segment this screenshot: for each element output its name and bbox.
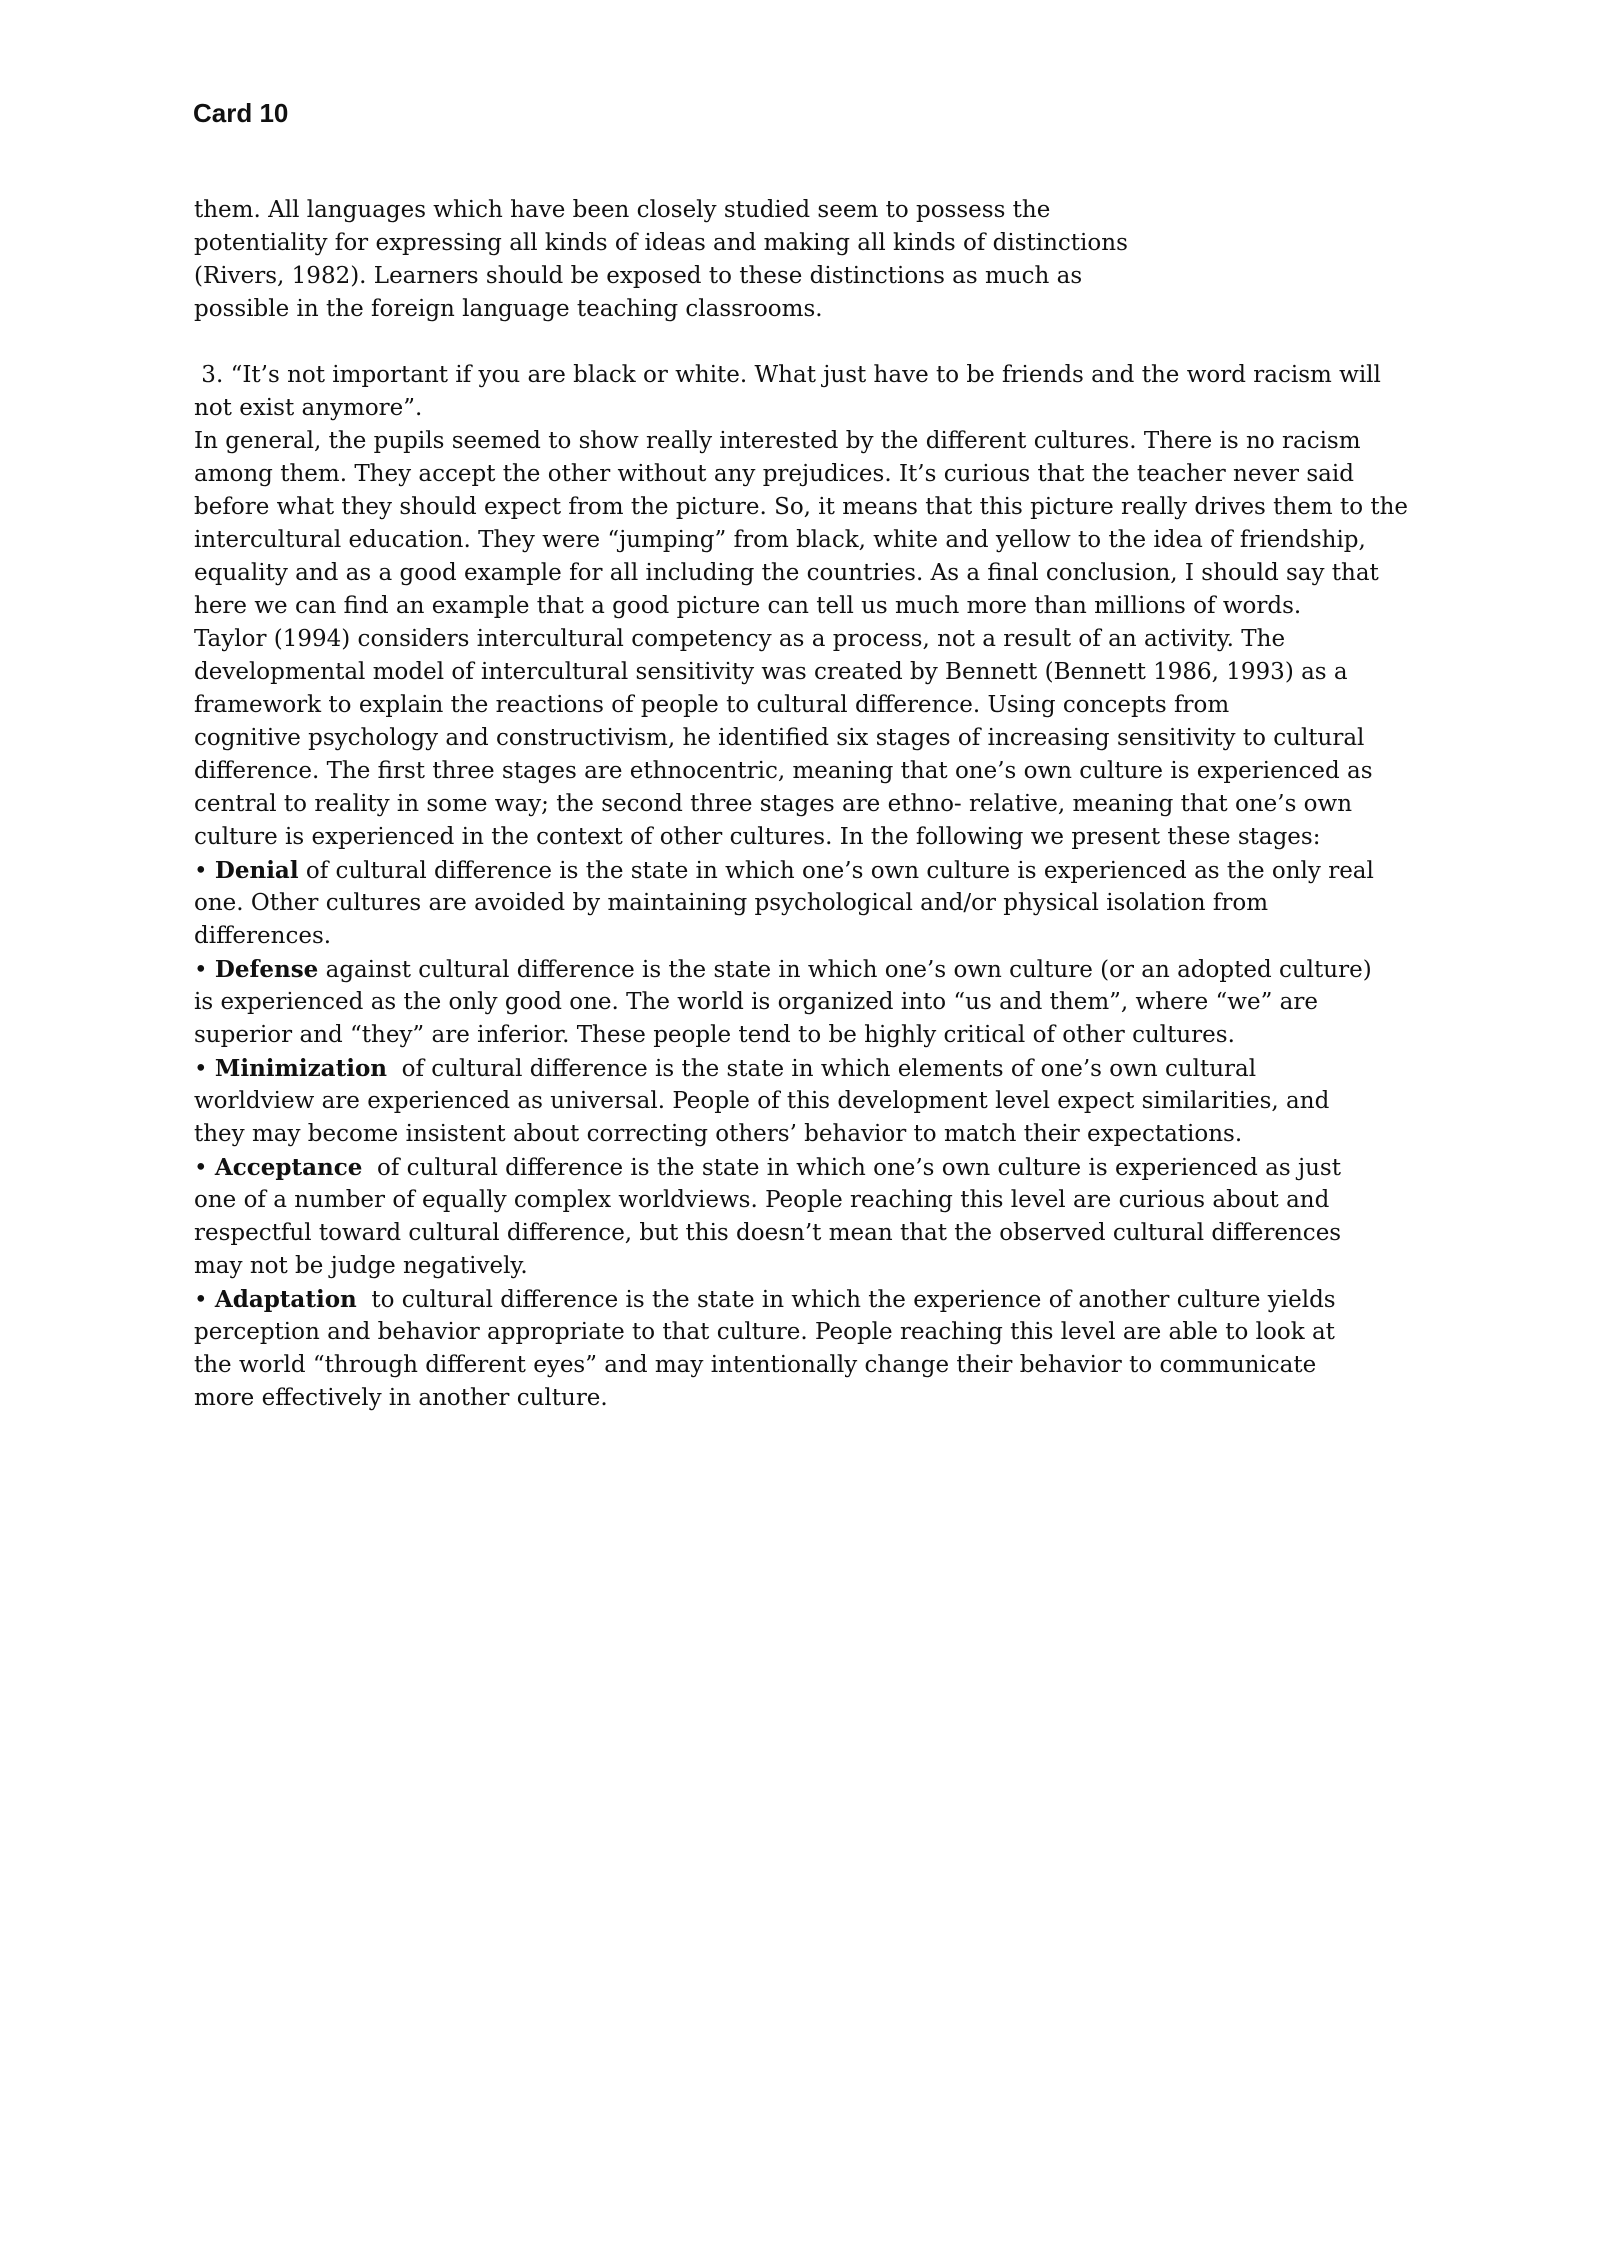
- stage-list: [194, 854, 1434, 1415]
- stage-text: of cultural difference is the state in which elements of one’s own cultural: [387, 1056, 1257, 1082]
- stage-term: Denial: [214, 857, 299, 884]
- bullet-glyph: •: [194, 1287, 215, 1313]
- text-line: Taylor (1994) considers intercultural competency as a process, not a result of an activity. The: [194, 626, 1286, 652]
- text-line: culture is experienced in the context of other cultures. In the following we present these stages:: [194, 824, 1321, 850]
- text-line: 3. “It’s not important if you are black or white. What just have to be friends and the word racism will: [194, 362, 1381, 388]
- stage-term: Minimization: [214, 1055, 388, 1082]
- bullet-glyph: •: [194, 858, 215, 884]
- text-line: equality and as a good example for all including the countries. As a final conclusion, I should say that: [194, 560, 1379, 586]
- text-line: cognitive psychology and constructivism, he identified six stages of increasing sensitivity to cultural: [194, 725, 1365, 751]
- quote-paragraph: [194, 359, 1434, 425]
- analysis-paragraph: [194, 425, 1434, 854]
- document-body: [194, 194, 1434, 1415]
- bullet-glyph: •: [194, 1056, 215, 1082]
- stage-item-acceptance: [194, 1151, 1434, 1283]
- stage-first-line: [194, 1052, 1434, 1085]
- text-line: In general, the pupils seemed to show really interested by the different cultures. There is no racism: [194, 428, 1361, 454]
- text-line: superior and “they” are inferior. These people tend to be highly critical of other cultures.: [194, 1022, 1235, 1048]
- stage-text: of cultural difference is the state in which one’s own culture is experienced as just: [362, 1155, 1341, 1181]
- text-line: framework to explain the reactions of people to cultural difference. Using concepts from: [194, 692, 1230, 718]
- stage-term: Adaptation: [214, 1286, 357, 1313]
- stage-first-line: [194, 1283, 1434, 1316]
- text-line: possible in the foreign language teaching classrooms.: [194, 296, 823, 322]
- stage-first-line: [194, 1151, 1434, 1184]
- text-line: central to reality in some way; the second three stages are ethno- relative, meaning that one’s own: [194, 791, 1353, 817]
- text-line: not exist anymore”.: [194, 395, 423, 421]
- text-line: differences.: [194, 923, 332, 949]
- text-line: developmental model of intercultural sensitivity was created by Bennett (Bennett 1986, 1993) as a: [194, 659, 1348, 685]
- text-line: respectful toward cultural difference, but this doesn’t mean that the observed cultural differences: [194, 1220, 1342, 1246]
- stage-term: Acceptance: [214, 1154, 363, 1181]
- text-line: the world “through different eyes” and may intentionally change their behavior to communicate: [194, 1352, 1317, 1378]
- stage-item-minimization: [194, 1052, 1434, 1151]
- text-line: (Rivers, 1982). Learners should be exposed to these distinctions as much as: [194, 263, 1083, 289]
- text-line: perception and behavior appropriate to that culture. People reaching this level are able to look at: [194, 1319, 1335, 1345]
- text-line: is experienced as the only good one. The world is organized into “us and them”, where “we” are: [194, 989, 1318, 1015]
- text-line: among them. They accept the other without any prejudices. It’s curious that the teacher never said: [194, 461, 1354, 487]
- bullet-glyph: •: [194, 1155, 215, 1181]
- text-line: worldview are experienced as universal. People of this development level expect similarities, and: [194, 1088, 1330, 1114]
- text-line: one. Other cultures are avoided by maintaining psychological and/or physical isolation from: [194, 890, 1269, 916]
- text-line: before what they should expect from the picture. So, it means that this picture really drives them to the: [194, 494, 1409, 520]
- stage-term: Defense: [214, 956, 319, 983]
- text-line: intercultural education. They were “jumping” from black, white and yellow to the idea of friendship,: [194, 527, 1366, 553]
- stage-item-denial: [194, 854, 1434, 953]
- text-line: they may become insistent about correcting others’ behavior to match their expectations.: [194, 1121, 1243, 1147]
- stage-text: of cultural difference is the state in which one’s own culture is experienced as the only real: [298, 858, 1374, 884]
- text-line: potentiality for expressing all kinds of ideas and making all kinds of distinctions: [194, 230, 1128, 256]
- intro-paragraph: [194, 194, 1434, 326]
- stage-first-line: [194, 953, 1434, 986]
- paragraph-spacer: [194, 326, 1434, 359]
- stage-first-line: [194, 854, 1434, 887]
- text-line: here we can find an example that a good picture can tell us much more than millions of words.: [194, 593, 1302, 619]
- page-title: Card 10: [193, 98, 289, 128]
- text-line: one of a number of equally complex worldviews. People reaching this level are curious about and: [194, 1187, 1330, 1213]
- text-line: difference. The first three stages are ethnocentric, meaning that one’s own culture is experienced as: [194, 758, 1373, 784]
- bullet-glyph: •: [194, 957, 215, 983]
- text-line: may not be judge negatively.: [194, 1253, 528, 1279]
- stage-text: to cultural difference is the state in which the experience of another culture yields: [356, 1287, 1336, 1313]
- text-line: more effectively in another culture.: [194, 1385, 608, 1411]
- text-line: them. All languages which have been closely studied seem to possess the: [194, 197, 1051, 223]
- stage-item-adaptation: [194, 1283, 1434, 1415]
- stage-text: against cultural difference is the state in which one’s own culture (or an adopted culture): [318, 957, 1372, 983]
- stage-item-defense: [194, 953, 1434, 1052]
